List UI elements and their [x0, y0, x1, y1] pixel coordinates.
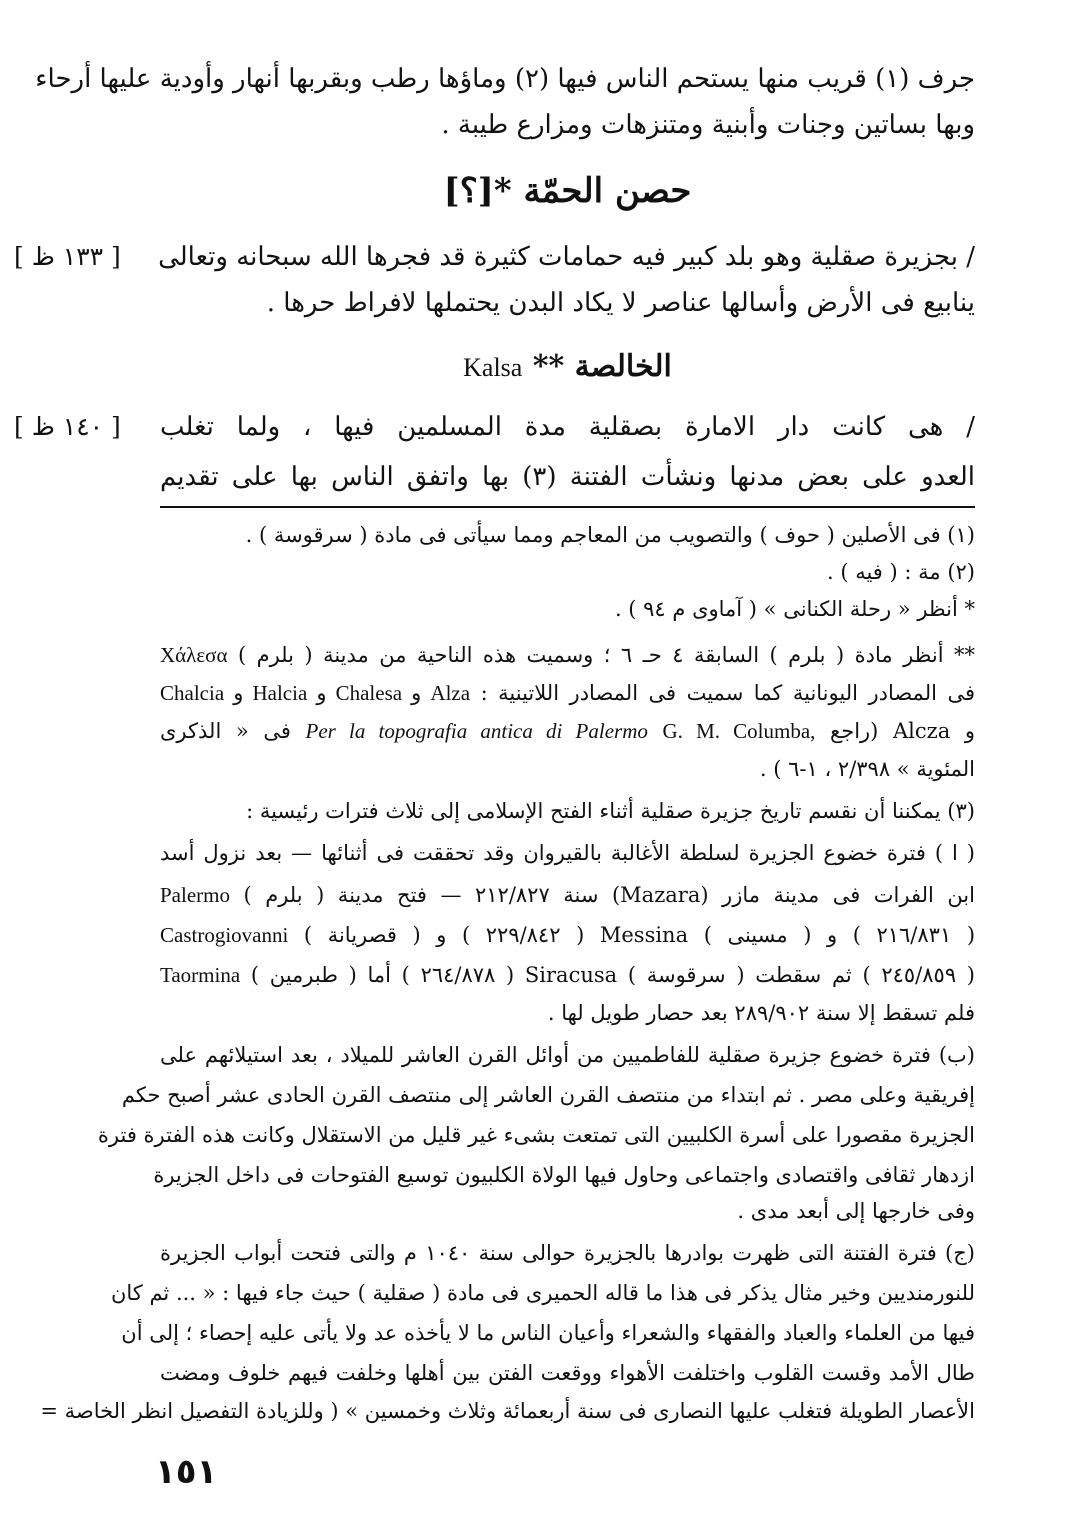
page-number: ١٥١ — [155, 1452, 218, 1492]
footnote-text: و Alcza (راجع — [830, 719, 975, 743]
folio-reference: [ ١٣٣ ظ ] — [14, 242, 121, 271]
footnote-line — [160, 640, 975, 672]
footnote-line: إفريقية وعلى مصر . ثم ابتداء من منتصف القرن العاشر إلى منتصف القرن الحادى عشر أصبح حكم — [121, 1083, 975, 1107]
footnote: * أنظر « رحلة الكنانى » ( آماوى م ٩٤ ) . — [614, 597, 975, 621]
citation-title: Per la topografia antica di Palermo — [305, 719, 648, 743]
footnote-line: الجزيرة مقصورا على أسرة الكلبيين التى تمتعت بشىء غير قليل من الاستقلال وكانت هذه الفترة فترة — [97, 1123, 975, 1147]
footnote-line: فيها من العلماء والعباد والفقهاء والشعراء وأعيان الناس ما لا يأخذه عد ولا يأتى عليه إحصاء ؛ إلى أن — [121, 1321, 975, 1345]
entry-heading — [160, 344, 975, 391]
footnote: (٢) مة : ( فيه ) . — [826, 560, 975, 584]
footnote-text: فى « الذكرى — [160, 719, 291, 743]
footnote-text: ابن الفرات فى مدينة مازر (Mazara) سنة ٢١٢/٨٢٧ — فتح مدينة ( بلرم ) — [243, 883, 975, 907]
latin-term: Taormina — [160, 963, 241, 987]
body-line: / هى كانت دار الامارة بصقلية مدة المسلمين فيها ، ولما تغلب — [160, 412, 975, 442]
footnote-line — [160, 880, 975, 912]
entry-heading: حصن الحمّة *[؟] — [443, 171, 692, 211]
footnote-line — [160, 716, 975, 748]
footnote-line — [160, 920, 975, 952]
body-line: / بجزيرة صقلية وهو بلد كبير فيه حمامات كثيرة قد فجرها الله سبحانه وتعالى — [158, 242, 975, 272]
footnote-line: ازدهار ثقافى واقتصادى واجتماعى وحاول فيها الولاة الكلبيون توسيع الفتوحات فى داخل الجزيرة — [153, 1163, 975, 1187]
footnote-line: وفى خارجها إلى أبعد مدى . — [737, 1199, 975, 1223]
footnote-text: فى المصادر اليونانية كما سميت فى المصادر اللاتينية : — [480, 681, 975, 705]
footnote-line: ( ا ) فترة خضوع الجزيرة لسلطة الأغالبة بالقيروان وقد تحققت فى أثنائها — بعد نزول أسد — [160, 841, 975, 865]
footnote-line: فلم تسقط إلا سنة ٢٨٩/٩٠٢ بعد حصار طويل لها . — [547, 1001, 975, 1025]
footnote-line: (ج) فترة الفتنة التى ظهرت بوادرها بالجزيرة حوالى سنة ١٠٤٠ م والتى فتحت أبواب الجزيرة — [160, 1241, 975, 1265]
latin-term: Palermo — [160, 883, 230, 907]
footnote-line: للنورمنديين وخير مثال يذكر فى هذا ما قاله الحميرى فى مادة ( صقلية ) حيث جاء فيها : « ... ثم كان — [110, 1281, 975, 1305]
footnote-line: (٣) يمكننا أن نقسم تاريخ جزيرة صقلية أثناء الفتح الإسلامى إلى ثلاث فترات رئيسية : — [246, 799, 975, 823]
footnote-line: الأعصار الطويلة فتغلب عليها النصارى فى سنة أربعمائة وثلاث وخمسين » ( وللزيادة التفصيل انظر الخاصة = — [40, 1399, 975, 1423]
footnote-text: ** أنظر مادة ( بلرم ) السابقة ٤ حـ ٦ ؛ وسميت هذه الناحية من مدينة ( بلرم ) — [237, 643, 976, 667]
citation-author: G. M. Columba, — [662, 719, 816, 743]
latin-term: Castrogiovanni — [160, 923, 289, 947]
footnote-line — [160, 678, 975, 710]
body-line: جرف (١) قريب منها يستحم الناس فيها (٢) وماؤها رطب وبقربها أنهار وأودية عليها أرحاء — [35, 64, 975, 94]
latin-terms: Chalcia و Halcia و Chalesa و Alza — [160, 681, 471, 705]
footnote-line: المئوية » ٢/٣٩٨ ، ١-٦ ) . — [759, 757, 975, 781]
footnote-line — [160, 960, 975, 992]
footnote-separator — [160, 506, 975, 508]
heading-arabic: الخالصة ** — [532, 349, 672, 384]
body-line: وبها بساتين وجنات وأبنية ومتنزهات ومزارع طيبة . — [441, 110, 975, 140]
greek-term: Χάλεσα — [160, 643, 228, 667]
body-line: العدو على بعض مدنها ونشأت الفتنة (٣) بها واتفق الناس بها على تقديم — [160, 462, 975, 492]
footnote-text: ( ٢١٦/٨٣١ ) و ( مسينى ) Messina ( ٢٢٩/٨٤٢ ) و ( قصريانة ) — [303, 923, 976, 947]
folio-reference: [ ١٤٠ ظ ] — [14, 412, 121, 441]
footnote-text: ( ٢٤٥/٨٥٩ ) ثم سقطت ( سرقوسة ) Siracusa ( ٢٦٤/٨٧٨ ) أما ( طبرمين ) — [250, 963, 975, 987]
footnote-line: (ب) فترة خضوع جزيرة صقلية للفاطميين من أوائل القرن العاشر للميلاد ، بعد استيلائهم على — [160, 1043, 975, 1067]
footnote: (١) فى الأصلين ( حوف ) والتصويب من المعاجم ومما سيأتى فى مادة ( سرقوسة ) . — [245, 523, 975, 547]
heading-latin: Kalsa — [463, 353, 523, 382]
footnote-line: طال الأمد وقست القلوب واختلفت الأهواء ووقعت الفتن بين أهلها وخلفت فيهم خلوف ومضت — [160, 1361, 975, 1385]
body-line: ينابيع فى الأرض وأسالها عناصر لا يكاد البدن يحتملها لافراط حرها . — [266, 288, 975, 318]
